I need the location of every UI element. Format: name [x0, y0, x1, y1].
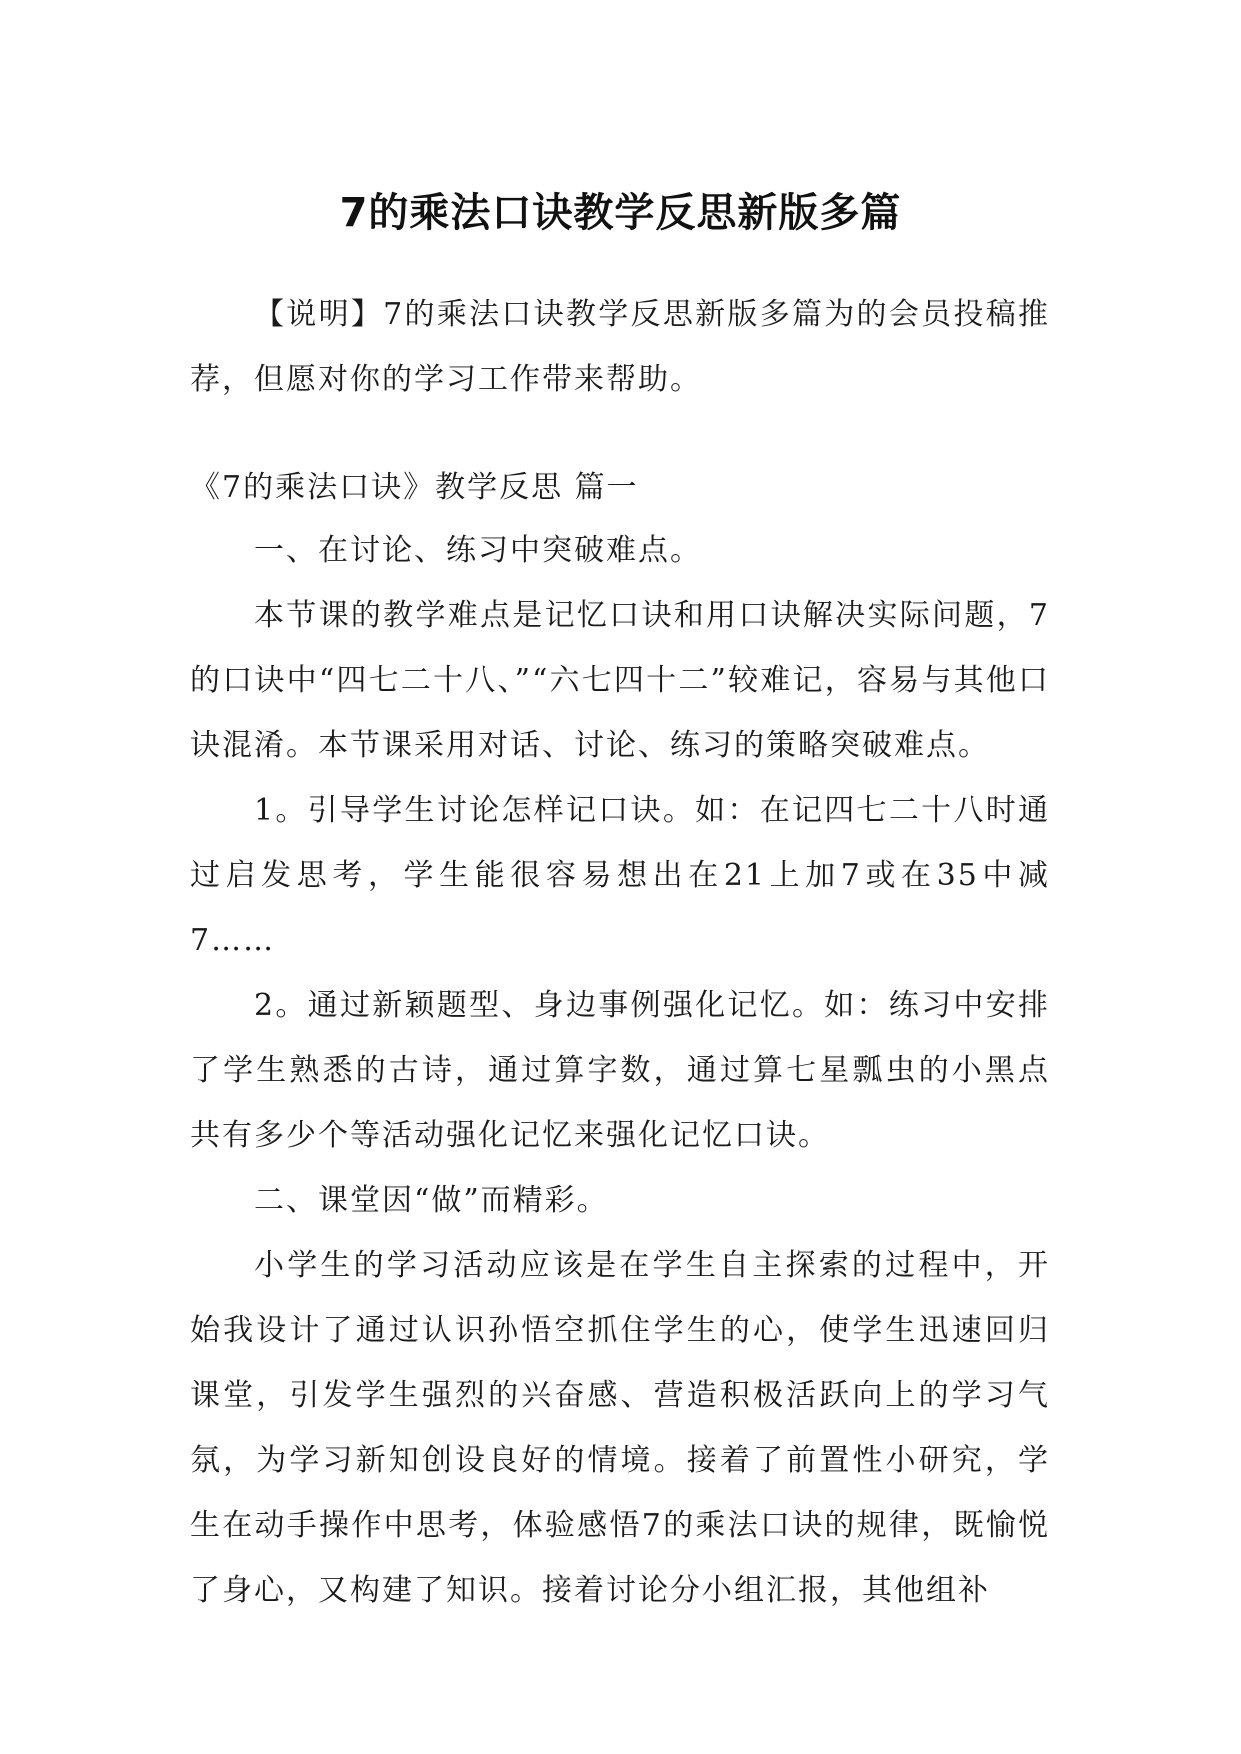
body-paragraph: 1。引导学生讨论怎样记口诀。如：在记四七二十八时通过启发思考，学生能很容易想出在21上加7或在35中减7……: [190, 793, 1050, 958]
body-paragraph: 本节课的教学难点是记忆口诀和用口诀解决实际问题，7的口诀中“四七二十八、”“六七四十二”较难记，容易与其他口诀混淆。本节课采用对话、讨论、练习的策略突破难点。: [190, 598, 1050, 763]
note-block: [190, 282, 1050, 412]
document-title: 7的乘法口诀教学反思新版多篇: [339, 189, 902, 236]
section-title: 《7的乘法口诀》教学反思 篇一: [190, 470, 639, 505]
note-paragraph: 【说明】7的乘法口诀教学反思新版多篇为的会员投稿推荐，但愿对你的学习工作带来帮助。: [190, 297, 1050, 397]
body-paragraph: 小学生的学习活动应该是在学生自主探索的过程中，开始我设计了通过认识孙悟空抓住学生的心，使学生迅速回归课堂，引发学生强烈的兴奋感、营造积极活跃向上的学习气氛，为学习新知创设良好的情境。接着了前置性小研究，学生在动手操作中思考，体验感悟7的乘法口诀的规律，既愉悦了身心，又构建了知识。接着讨论分小组汇报，其他组补: [190, 1248, 1050, 1608]
heading-point-two: 二、课堂因“做”而精彩。: [254, 1183, 609, 1218]
heading-point-one: 一、在讨论、练习中突破难点。: [254, 533, 702, 568]
body-paragraph: 2。通过新颖题型、身边事例强化记忆。如：练习中安排了学生熟悉的古诗，通过算字数，通过算七星瓢虫的小黑点共有多少个等活动强化记忆来强化记忆口诀。: [190, 988, 1050, 1153]
section-block: [190, 458, 1050, 1623]
